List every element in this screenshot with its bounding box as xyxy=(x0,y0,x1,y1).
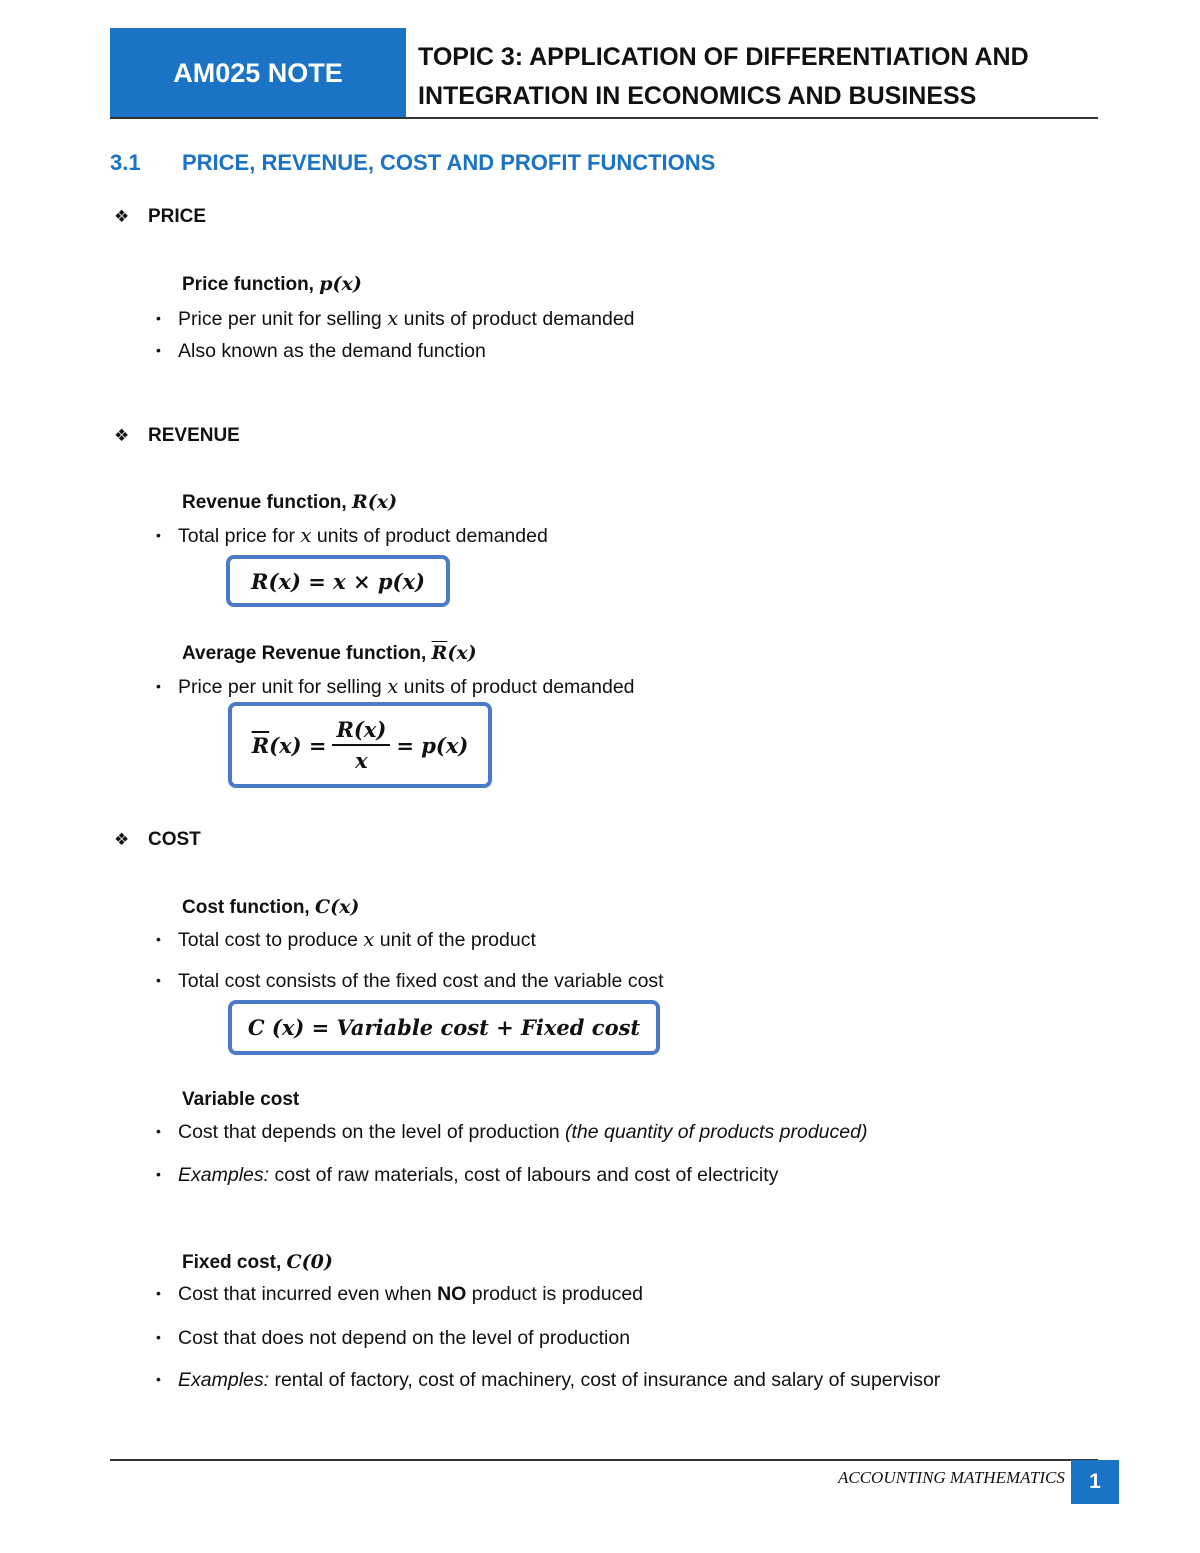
bullet-icon: • xyxy=(156,527,161,543)
average-revenue-lhs: $\overline{R}(x)$ = xyxy=(251,732,327,758)
fixed-cost-bullet-1-pre: Cost that incurred even when xyxy=(178,1283,432,1305)
cost-function-symbol: C(x) xyxy=(314,896,360,918)
examples-label: Examples: xyxy=(178,1164,270,1186)
bullet-icon: • xyxy=(156,310,161,326)
examples-label: Examples: xyxy=(178,1369,270,1391)
cost-bullet-1 xyxy=(156,928,536,952)
revenue-heading xyxy=(114,425,240,447)
fixed-cost-bullet-2 xyxy=(156,1327,630,1350)
revenue-function-text: Revenue function, xyxy=(182,492,347,513)
footer-text: ACCOUNTING MATHEMATICS xyxy=(838,1468,1065,1487)
fraction xyxy=(332,717,390,773)
revenue-function-symbol: R(x) xyxy=(351,491,398,513)
cost-heading-text: COST xyxy=(148,829,201,850)
price-heading xyxy=(114,206,206,228)
bullet-icon: • xyxy=(156,1329,161,1345)
cost-heading xyxy=(114,829,201,851)
price-bullet-2-text: Also known as the demand function xyxy=(178,340,486,362)
bullet-icon: • xyxy=(156,1166,161,1182)
price-bullet-1-post: units of product demanded xyxy=(403,308,635,330)
bullet-icon: • xyxy=(156,1371,161,1387)
bullet-icon: • xyxy=(156,678,161,694)
average-revenue-text: Average Revenue function, xyxy=(182,643,427,664)
variable-cost-bullet-1-note: (the quantity of products produced) xyxy=(565,1121,868,1143)
price-function-label xyxy=(182,273,362,296)
bullet-icon: • xyxy=(156,342,161,358)
fixed-cost-bullet-1-emphasis: NO xyxy=(437,1283,467,1305)
x-symbol: x xyxy=(387,307,399,330)
price-bullet-1 xyxy=(156,307,635,331)
average-revenue-label xyxy=(182,642,477,665)
fixed-cost-heading-text: Fixed cost, xyxy=(182,1252,282,1273)
cost-formula-box: C (x) = Variable cost + Fixed cost xyxy=(228,1000,660,1055)
x-symbol: x xyxy=(363,928,375,951)
diamond-bullet-icon: ❖ xyxy=(114,426,130,445)
fraction-numerator: R(x) xyxy=(332,717,390,746)
variable-cost-heading: Variable cost xyxy=(182,1089,300,1110)
x-symbol: x xyxy=(300,524,312,547)
cost-bullet-1-pre: Total cost to produce xyxy=(178,929,358,951)
revenue-heading-text: REVENUE xyxy=(148,425,240,446)
page-number: 1 xyxy=(1071,1460,1119,1504)
variable-cost-bullet-2 xyxy=(156,1164,778,1187)
revenue-bullet-2 xyxy=(156,675,635,699)
revenue-function-label xyxy=(182,491,397,514)
bullet-icon: • xyxy=(156,1123,161,1139)
average-revenue-formula-box xyxy=(228,702,492,788)
cost-bullet-1-post: unit of the product xyxy=(379,929,536,951)
fixed-cost-heading xyxy=(182,1251,333,1274)
average-revenue-symbol: $\overline{R}(x)$ xyxy=(431,642,477,664)
variable-cost-examples: cost of raw materials, cost of labours and cost of electricity xyxy=(274,1164,779,1186)
course-badge: AM025 NOTE xyxy=(110,28,406,118)
header-divider xyxy=(110,117,1098,119)
bullet-icon: • xyxy=(156,972,161,988)
variable-cost-bullet-1-text: Cost that depends on the level of production xyxy=(178,1121,560,1143)
fixed-cost-bullet-1-post: product is produced xyxy=(471,1283,644,1305)
cost-bullet-2 xyxy=(156,970,664,993)
section-title-text: PRICE, REVENUE, COST AND PROFIT FUNCTIONS xyxy=(182,150,716,175)
fixed-cost-bullet-2-text: Cost that does not depend on the level of production xyxy=(178,1327,631,1349)
topic-title-line1: TOPIC 3: APPLICATION OF DIFFERENTIATION AND xyxy=(418,43,1029,71)
x-symbol: x xyxy=(387,675,399,698)
topic-title xyxy=(418,38,1098,116)
cost-bullet-2-text: Total cost consists of the fixed cost and the variable cost xyxy=(178,970,664,992)
diamond-bullet-icon: ❖ xyxy=(114,830,130,849)
price-bullet-2 xyxy=(156,340,486,363)
fixed-cost-examples: rental of factory, cost of machinery, cost of insurance and salary of supervisor xyxy=(274,1369,941,1391)
revenue-bullet-1-post: units of product demanded xyxy=(316,525,548,547)
price-bullet-1-pre: Price per unit for selling xyxy=(178,308,382,330)
footer-divider xyxy=(110,1459,1098,1461)
revenue-bullet-1 xyxy=(156,524,548,548)
cost-function-text: Cost function, xyxy=(182,897,310,918)
price-function-symbol: p(x) xyxy=(319,273,362,295)
revenue-bullet-1-pre: Total price for xyxy=(178,525,296,547)
bullet-icon: • xyxy=(156,1285,161,1301)
price-heading-text: PRICE xyxy=(148,206,207,227)
fraction-denominator: x xyxy=(355,748,368,773)
section-number: 3.1 xyxy=(110,150,141,175)
price-function-text: Price function, xyxy=(182,274,314,295)
revenue-bullet-2-pre: Price per unit for selling xyxy=(178,676,382,698)
fixed-cost-symbol: C(0) xyxy=(286,1251,333,1273)
topic-title-line2: INTEGRATION IN ECONOMICS AND BUSINESS xyxy=(418,82,977,110)
revenue-bullet-2-post: units of product demanded xyxy=(403,676,635,698)
cost-function-label xyxy=(182,896,359,919)
section-title xyxy=(110,150,715,176)
diamond-bullet-icon: ❖ xyxy=(114,207,130,226)
fixed-cost-bullet-1 xyxy=(156,1283,643,1306)
revenue-formula-box: R(x) = x × p(x) xyxy=(226,555,450,607)
variable-cost-bullet-1 xyxy=(156,1121,867,1144)
average-revenue-rhs: = p(x) xyxy=(396,732,469,758)
fixed-cost-bullet-3 xyxy=(156,1369,940,1392)
bullet-icon: • xyxy=(156,931,161,947)
